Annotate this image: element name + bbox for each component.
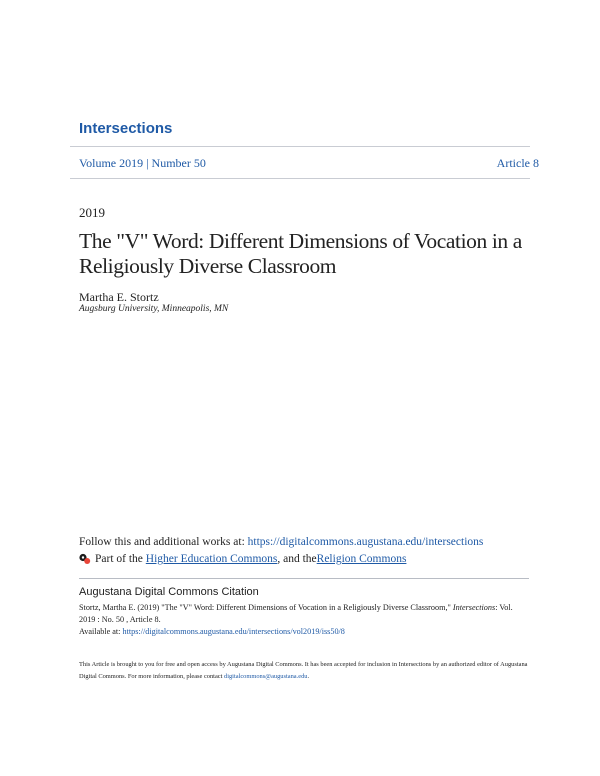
religion-commons-link[interactable]: Religion Commons [316,553,407,565]
top-divider [70,146,530,147]
year: 2019 [79,205,105,220]
author-affiliation: Augsburg University, Minneapolis, MN [79,304,229,314]
higher-education-commons-link[interactable]: Higher Education Commons [145,553,278,565]
follow-url-link[interactable]: https://digitalcommons.augustana.edu/intersections [247,536,484,548]
article-link[interactable]: Article 8 [496,156,539,170]
citation-text [79,602,539,638]
partof-middle: , and the [277,553,317,565]
citation-journal: Intersections [452,603,496,612]
citation-divider [79,578,529,579]
notice-end: . [307,673,310,680]
follow-prefix: Follow this and additional works at: [79,536,248,548]
partof-prefix: Part of the [95,553,143,565]
citation-line1-end: : Vol. [495,603,513,612]
citation-heading: Augustana Digital Commons Citation [79,586,259,598]
volume-link[interactable]: Volume 2019 [79,156,144,170]
citation-line2: 2019 : No. 50 , Article 8. [79,615,161,624]
notice-text: This Article is brought to you for free and open access by Augustana Digital Commons. It has been accepted for inclusion in Intersections by an authorized editor of Augustana Digital Commons. For more information, please contact [79,661,528,680]
available-label: Available at: [79,627,123,636]
citation-line1: Stortz, Martha E. (2019) "The "V" Word: Different Dimensions of Vocation in a Religiously Diverse Classroom," [79,603,453,612]
volume-row [79,156,539,171]
author-name: Martha E. Stortz [79,290,159,304]
access-notice [79,659,539,683]
volume-divider [70,178,530,179]
network-icon [79,553,91,565]
number-link[interactable]: Number 50 [151,156,206,170]
separator: | [146,156,149,170]
follow-line [79,536,483,548]
contact-email-link[interactable]: digitalcommons@augustana.edu [224,673,308,680]
part-of-line [79,553,406,565]
available-url-link[interactable]: https://digitalcommons.augustana.edu/intersections/vol2019/iss50/8 [122,627,345,636]
article-title: The "V" Word: Different Dimensions of Vocation in a Religiously Diverse Classroom [79,229,522,278]
journal-title[interactable]: Intersections [79,120,173,137]
